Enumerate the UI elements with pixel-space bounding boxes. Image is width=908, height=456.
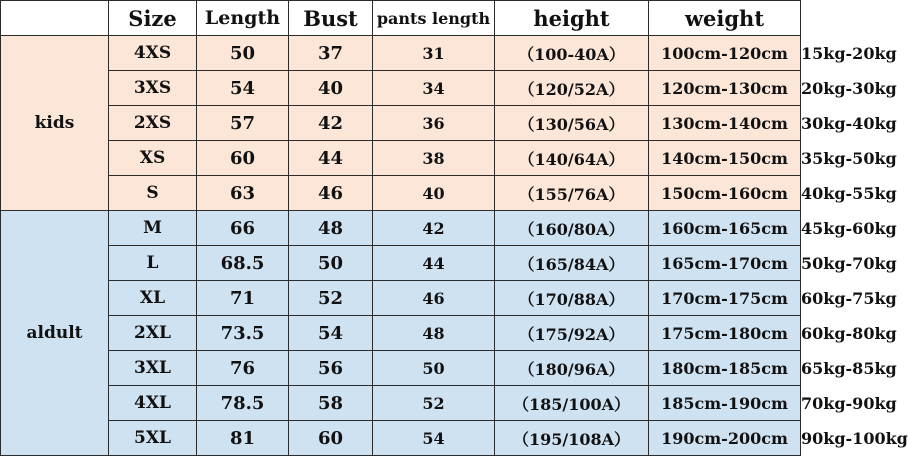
header-length: Length bbox=[197, 1, 289, 36]
group-label-adult: aldult bbox=[1, 211, 109, 456]
cell-bust: 46 bbox=[289, 176, 373, 211]
table-row: 3XS 54 40 34 （120/52A） 120cm-130cm 20kg-30kg bbox=[1, 71, 801, 106]
cell-size: 5XL bbox=[109, 421, 197, 456]
cell-bust: 56 bbox=[289, 351, 373, 386]
cell-pants-length: 36 bbox=[373, 106, 495, 141]
cell-pants-extra: （155/76A） bbox=[495, 176, 649, 211]
cell-pants-extra: （140/64A） bbox=[495, 141, 649, 176]
cell-pants-length: 52 bbox=[373, 386, 495, 421]
cell-pants-length: 34 bbox=[373, 71, 495, 106]
table-row: L 68.5 50 44 （165/84A） 165cm-170cm 50kg-70kg bbox=[1, 246, 801, 281]
cell-pants-extra: （170/88A） bbox=[495, 281, 649, 316]
cell-pants-length: 38 bbox=[373, 141, 495, 176]
table-row: kids 4XS 50 37 31 （100-40A） 100cm-120cm 15kg-20kg bbox=[1, 36, 801, 71]
cell-size: 3XS bbox=[109, 71, 197, 106]
cell-pants-extra: （165/84A） bbox=[495, 246, 649, 281]
cell-pants-extra: （120/52A） bbox=[495, 71, 649, 106]
cell-height: 140cm-150cm bbox=[649, 141, 801, 176]
cell-pants-length: 46 bbox=[373, 281, 495, 316]
cell-height: 130cm-140cm bbox=[649, 106, 801, 141]
cell-size: 4XS bbox=[109, 36, 197, 71]
cell-height: 165cm-170cm bbox=[649, 246, 801, 281]
cell-height: 175cm-180cm bbox=[649, 316, 801, 351]
cell-length: 71 bbox=[197, 281, 289, 316]
cell-height: 170cm-175cm bbox=[649, 281, 801, 316]
cell-length: 60 bbox=[197, 141, 289, 176]
cell-size: L bbox=[109, 246, 197, 281]
header-bust: Bust bbox=[289, 1, 373, 36]
cell-pants-length: 48 bbox=[373, 316, 495, 351]
cell-bust: 60 bbox=[289, 421, 373, 456]
cell-pants-extra: （180/96A） bbox=[495, 351, 649, 386]
cell-pants-length: 54 bbox=[373, 421, 495, 456]
cell-bust: 42 bbox=[289, 106, 373, 141]
table-row: S 63 46 40 （155/76A） 150cm-160cm 40kg-55kg bbox=[1, 176, 801, 211]
cell-pants-extra: （100-40A） bbox=[495, 36, 649, 71]
header-size: Size bbox=[109, 1, 197, 36]
cell-pants-length: 50 bbox=[373, 351, 495, 386]
header-weight: weight bbox=[649, 1, 801, 36]
group-label-kids: kids bbox=[1, 36, 109, 211]
cell-height: 160cm-165cm bbox=[649, 211, 801, 246]
cell-length: 81 bbox=[197, 421, 289, 456]
cell-size: S bbox=[109, 176, 197, 211]
cell-length: 63 bbox=[197, 176, 289, 211]
cell-length: 57 bbox=[197, 106, 289, 141]
table-row: 4XL 78.5 58 52 （185/100A） 185cm-190cm 70kg-90kg bbox=[1, 386, 801, 421]
table-row: 5XL 81 60 54 （195/108A） 190cm-200cm 90kg-100kg bbox=[1, 421, 801, 456]
cell-bust: 37 bbox=[289, 36, 373, 71]
cell-bust: 48 bbox=[289, 211, 373, 246]
cell-pants-length: 31 bbox=[373, 36, 495, 71]
cell-height: 190cm-200cm bbox=[649, 421, 801, 456]
cell-length: 50 bbox=[197, 36, 289, 71]
cell-size: 2XL bbox=[109, 316, 197, 351]
cell-height: 150cm-160cm bbox=[649, 176, 801, 211]
cell-length: 78.5 bbox=[197, 386, 289, 421]
cell-height: 180cm-185cm bbox=[649, 351, 801, 386]
cell-size: M bbox=[109, 211, 197, 246]
header-group bbox=[1, 1, 109, 36]
cell-length: 66 bbox=[197, 211, 289, 246]
table-row: aldult M 66 48 42 （160/80A） 160cm-165cm 45kg-60kg bbox=[1, 211, 801, 246]
cell-pants-length: 44 bbox=[373, 246, 495, 281]
cell-pants-length: 42 bbox=[373, 211, 495, 246]
cell-size: 3XL bbox=[109, 351, 197, 386]
cell-height: 120cm-130cm bbox=[649, 71, 801, 106]
cell-length: 54 bbox=[197, 71, 289, 106]
header-height: height bbox=[495, 1, 649, 36]
cell-size: XS bbox=[109, 141, 197, 176]
cell-size: 4XL bbox=[109, 386, 197, 421]
cell-length: 73.5 bbox=[197, 316, 289, 351]
cell-bust: 40 bbox=[289, 71, 373, 106]
cell-bust: 54 bbox=[289, 316, 373, 351]
cell-size: 2XS bbox=[109, 106, 197, 141]
cell-pants-length: 40 bbox=[373, 176, 495, 211]
cell-pants-extra: （175/92A） bbox=[495, 316, 649, 351]
cell-bust: 44 bbox=[289, 141, 373, 176]
cell-bust: 58 bbox=[289, 386, 373, 421]
cell-bust: 50 bbox=[289, 246, 373, 281]
cell-height: 100cm-120cm bbox=[649, 36, 801, 71]
cell-pants-extra: （130/56A） bbox=[495, 106, 649, 141]
table-row: XS 60 44 38 （140/64A） 140cm-150cm 35kg-50kg bbox=[1, 141, 801, 176]
table-header-row bbox=[1, 1, 801, 36]
table-row: 3XL 76 56 50 （180/96A） 180cm-185cm 65kg-85kg bbox=[1, 351, 801, 386]
cell-pants-extra: （195/108A） bbox=[495, 421, 649, 456]
header-pants-length: pants length bbox=[373, 1, 495, 36]
cell-pants-extra: （185/100A） bbox=[495, 386, 649, 421]
cell-bust: 52 bbox=[289, 281, 373, 316]
cell-pants-extra: （160/80A） bbox=[495, 211, 649, 246]
cell-size: XL bbox=[109, 281, 197, 316]
cell-length: 76 bbox=[197, 351, 289, 386]
cell-height: 185cm-190cm bbox=[649, 386, 801, 421]
table-row: XL 71 52 46 （170/88A） 170cm-175cm 60kg-75kg bbox=[1, 281, 801, 316]
cell-length: 68.5 bbox=[197, 246, 289, 281]
table-row: 2XL 73.5 54 48 （175/92A） 175cm-180cm 60kg-80kg bbox=[1, 316, 801, 351]
table-row: 2XS 57 42 36 （130/56A） 130cm-140cm 30kg-40kg bbox=[1, 106, 801, 141]
